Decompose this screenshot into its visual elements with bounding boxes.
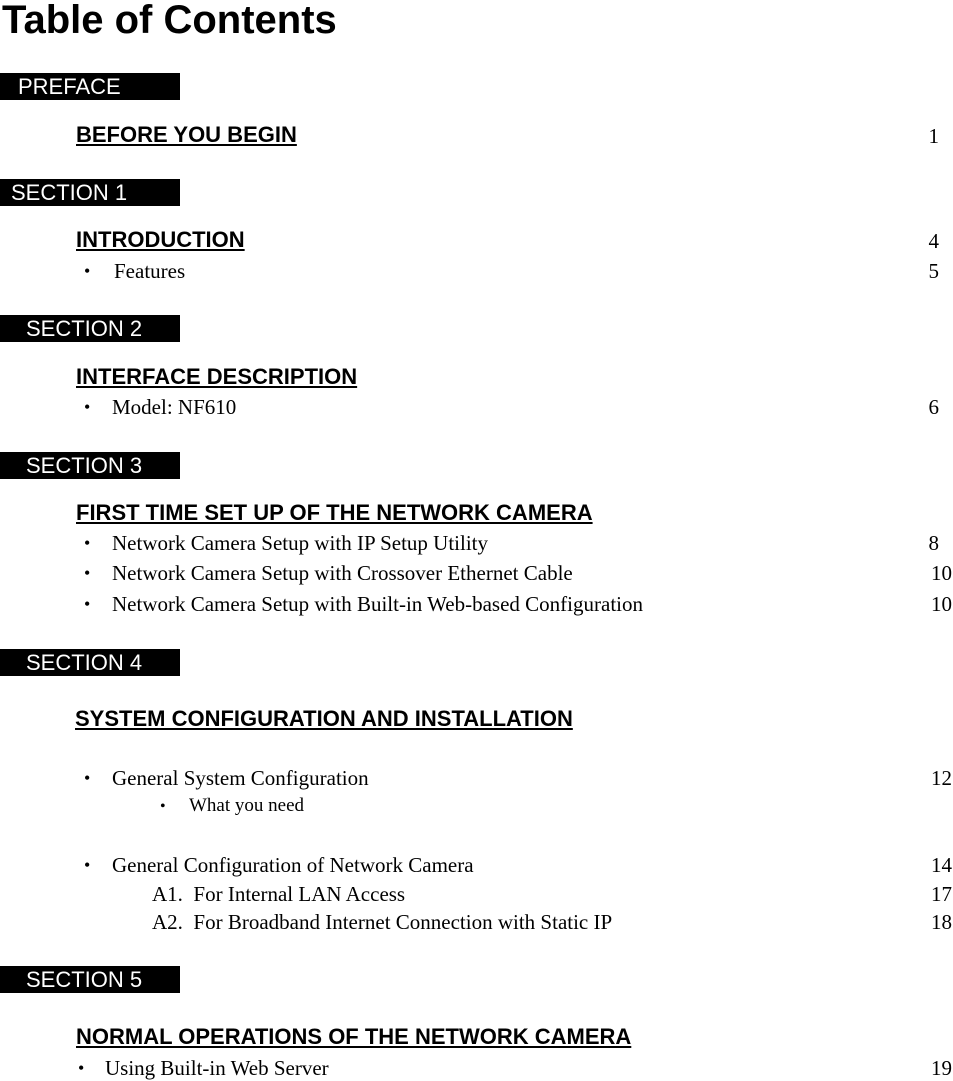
toc-item-features[interactable]: Features — [114, 259, 186, 283]
section-label-3: SECTION 3 — [0, 452, 180, 479]
toc-subitem-broadband-static-ip[interactable]: A2. For Broadband Internet Connection with Static IP — [152, 910, 613, 934]
page-title: Table of Contents — [2, 0, 337, 42]
toc-subitem-what-you-need[interactable]: What you need — [189, 795, 305, 816]
page-number: 18 — [931, 910, 952, 934]
page-number: 6 — [928, 395, 939, 419]
toc-heading-before-you-begin[interactable]: BEFORE YOU BEGIN — [76, 122, 297, 147]
page-number: 5 — [928, 259, 939, 283]
toc-item-web-config[interactable]: Network Camera Setup with Built-in Web-based Configuration — [112, 592, 643, 616]
bullet-icon: • — [84, 855, 91, 875]
section-label-preface: PREFACE — [0, 73, 180, 100]
page-number: 19 — [931, 1056, 952, 1080]
bullet-icon: • — [160, 798, 166, 815]
toc-heading-first-time-setup[interactable]: FIRST TIME SET UP OF THE NETWORK CAMERA — [76, 500, 593, 525]
page-number: 10 — [931, 592, 952, 616]
toc-heading-introduction[interactable]: INTRODUCTION — [76, 227, 245, 252]
section-label-2: SECTION 2 — [0, 315, 180, 342]
toc-item-ip-setup-utility[interactable]: Network Camera Setup with IP Setup Utility — [112, 531, 489, 555]
page-number: 8 — [928, 531, 939, 555]
bullet-icon: • — [84, 397, 91, 417]
toc-subitem-internal-lan[interactable]: A1. For Internal LAN Access — [152, 882, 406, 906]
toc-item-model[interactable]: Model: NF610 — [112, 395, 237, 419]
bullet-icon: • — [84, 594, 91, 614]
section-label-1: SECTION 1 — [0, 179, 180, 206]
bullet-icon: • — [84, 261, 91, 281]
toc-heading-normal-operations[interactable]: NORMAL OPERATIONS OF THE NETWORK CAMERA — [76, 1024, 632, 1049]
page-number: 1 — [928, 124, 939, 148]
page-number: 4 — [928, 229, 939, 253]
bullet-icon: • — [84, 768, 91, 788]
section-label-4: SECTION 4 — [0, 649, 180, 676]
toc-item-general-system-config[interactable]: General System Configuration — [112, 766, 369, 790]
page-number: 10 — [931, 561, 952, 585]
section-label-5: SECTION 5 — [0, 966, 180, 993]
toc-item-general-config-camera[interactable]: General Configuration of Network Camera — [112, 853, 474, 877]
page-number: 17 — [931, 882, 952, 906]
toc-heading-interface-description[interactable]: INTERFACE DESCRIPTION — [76, 364, 358, 389]
page-number: 14 — [931, 853, 952, 877]
bullet-icon: • — [84, 563, 91, 583]
toc-item-web-server[interactable]: Using Built-in Web Server — [105, 1056, 329, 1080]
toc-heading-system-configuration[interactable]: SYSTEM CONFIGURATION AND INSTALLATION — [75, 706, 573, 731]
bullet-icon: • — [78, 1058, 85, 1078]
page-number: 12 — [931, 766, 952, 790]
toc-item-crossover-cable[interactable]: Network Camera Setup with Crossover Ethernet Cable — [112, 561, 573, 585]
bullet-icon: • — [84, 533, 91, 553]
